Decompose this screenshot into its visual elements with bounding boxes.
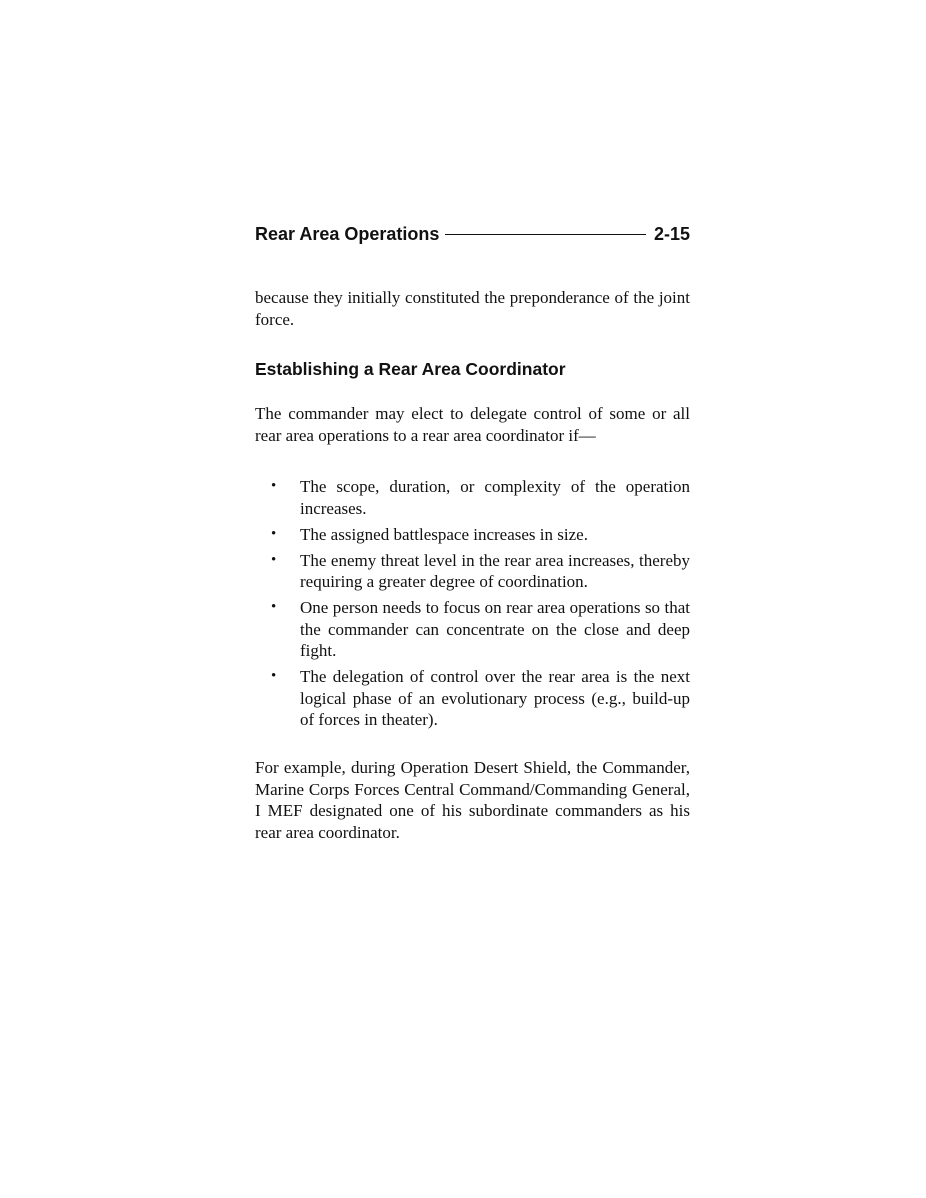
page-number: 2-15 (653, 223, 690, 244)
list-item-text: One person needs to focus on rear area operations so that the commander can concentrate on the close and deep fight. (300, 598, 690, 660)
list-item (255, 476, 690, 519)
list-item-text: The scope, duration, or complexity of the operation increases. (300, 477, 690, 518)
list-item-text: The delegation of control over the rear area is the next logical phase of an evolutionary process (e.g., build-up of forces in theater). (300, 667, 690, 729)
bullet-icon: • (271, 478, 277, 494)
bullet-list (255, 476, 690, 735)
lead-paragraph: The commander may elect to delegate control of some or all rear area operations to a rear area coordinator if— (255, 404, 690, 445)
bullet-icon: • (271, 525, 277, 542)
list-item-text: The assigned battlespace increases in size. (300, 524, 588, 544)
list-item (255, 550, 690, 593)
bullet-icon: • (271, 551, 277, 568)
header-rule (445, 234, 646, 235)
section-heading: Establishing a Rear Area Coordinator (255, 359, 566, 379)
list-item (255, 597, 690, 662)
list-item (255, 524, 690, 546)
example-paragraph: For example, during Operation Desert Shield, the Commander, Marine Corps Forces Central Command/Commanding General, I MEF designated one of his subordinate commanders as his rear area coordinator. (255, 758, 690, 842)
list-item (255, 666, 690, 731)
header-title: Rear Area Operations (255, 223, 440, 244)
intro-paragraph: because they initially constituted the preponderance of the joint force. (255, 288, 690, 329)
list-item-text: The enemy threat level in the rear area increases, thereby requiring a greater degree of coordination. (300, 550, 690, 591)
running-header (255, 222, 690, 246)
bullet-icon: • (271, 599, 277, 615)
bullet-icon: • (271, 668, 277, 684)
